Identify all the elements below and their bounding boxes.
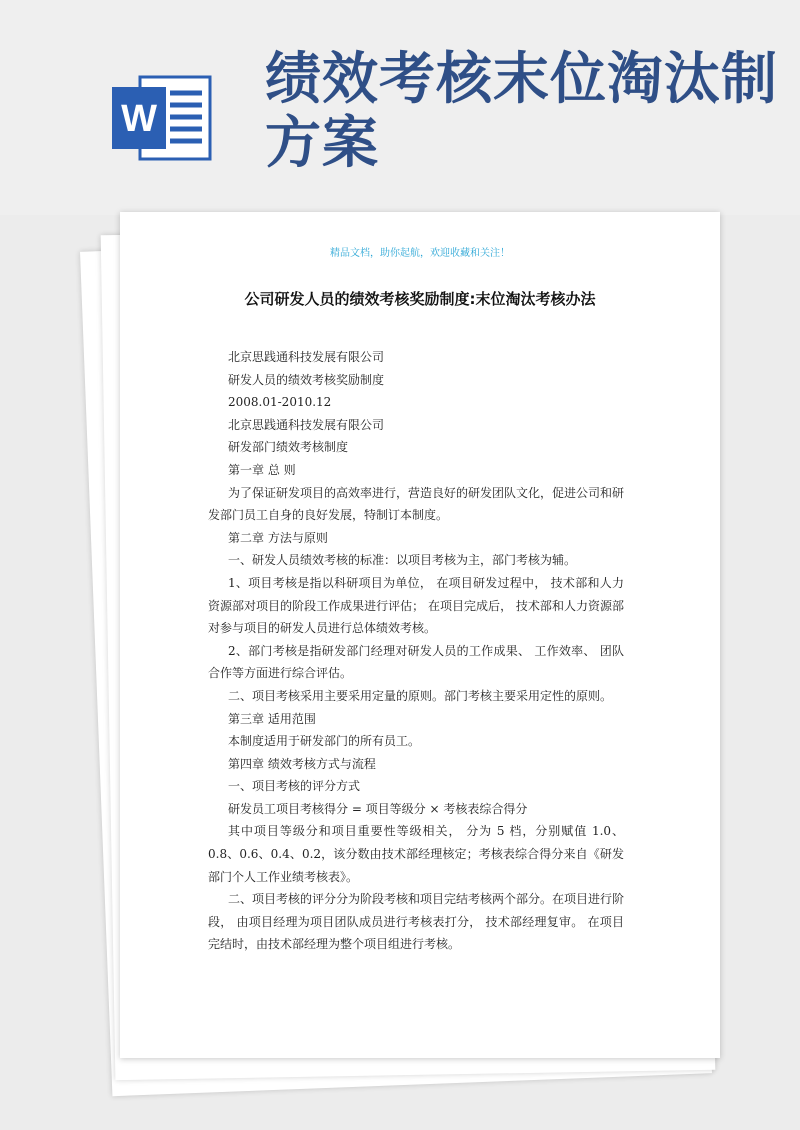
word-document-icon [112,75,212,161]
document-body [208,346,624,956]
body-line: 研发部门绩效考核制度 [228,440,349,455]
body-line: 北京思践通科技发展有限公司 [228,350,385,364]
header-note: 精品文档，助你起航，欢迎收藏和关注！ [330,248,510,259]
document-title: 公司研发人员的绩效考核奖励制度:末位淘汰考核办法 [244,290,596,308]
body-paragraph: 1、项目考核是指以科研项目为单位， 在项目研发过程中， 技术部和人力资源部对项目的阶段工作成果进行评估； 在项目完成后， 技术部和人力资源部对参与项目的研发人员进行总体绩效考核。 [208,575,624,636]
body-paragraph: 其中项目等级分和项目重要性等级相关， 分为 5 档，分别赋值 1.0、0.8、0.6、0.4、0.2，该分数由技术部经理核定；考核表综合得分来自《研发部门个人工作业绩考核表》。 [208,824,624,884]
body-paragraph: 为了保证研发项目的高效率进行，营造良好的研发团队文化，促进公司和研发部门员工自身的良好发展，特制订本制度。 [208,485,625,523]
word-icon-letter: W [121,98,157,140]
body-paragraph: 2、部门考核是指研发部门经理对研发人员的工作成果、 工作效率、 团队合作等方面进行综合评估。 [208,643,624,681]
body-paragraph: 本制度适用于研发部门的所有员工。 [228,734,421,749]
banner-title: 绩效考核末位淘汰制方案 [265,47,778,176]
body-line: 北京思践通科技发展有限公司 [228,417,385,432]
chapter-heading: 第二章 方法与原则 [228,530,328,545]
chapter-heading: 第三章 适用范围 [228,711,316,726]
body-line: 2008.01-2010.12 [228,395,332,410]
body-paragraph: 二、项目考核的评分分为阶段考核和项目完结考核两个部分。在项目进行阶段， 由项目经理为项目团队成员进行考核表打分， 技术部经理复审。 在项目完结时，由技术部经理为整个项目组进行考核。 [208,892,625,952]
banner [0,0,800,215]
body-line: 研发人员的绩效考核奖励制度 [228,372,385,387]
body-paragraph: 二、项目考核采用主要采用定量的原则。部门考核主要采用定性的原则。 [228,688,613,703]
body-paragraph: 一、研发人员绩效考核的标准：以项目考核为主，部门考核为辅。 [228,553,577,568]
chapter-heading: 第四章 绩效考核方式与流程 [228,756,376,771]
body-paragraph: 研发员工项目考核得分 = 项目等级分 × 考核表综合得分 [228,801,528,816]
chapter-heading: 第一章 总 则 [228,462,296,477]
body-paragraph: 一、项目考核的评分方式 [228,779,361,794]
document-page [120,212,720,1058]
